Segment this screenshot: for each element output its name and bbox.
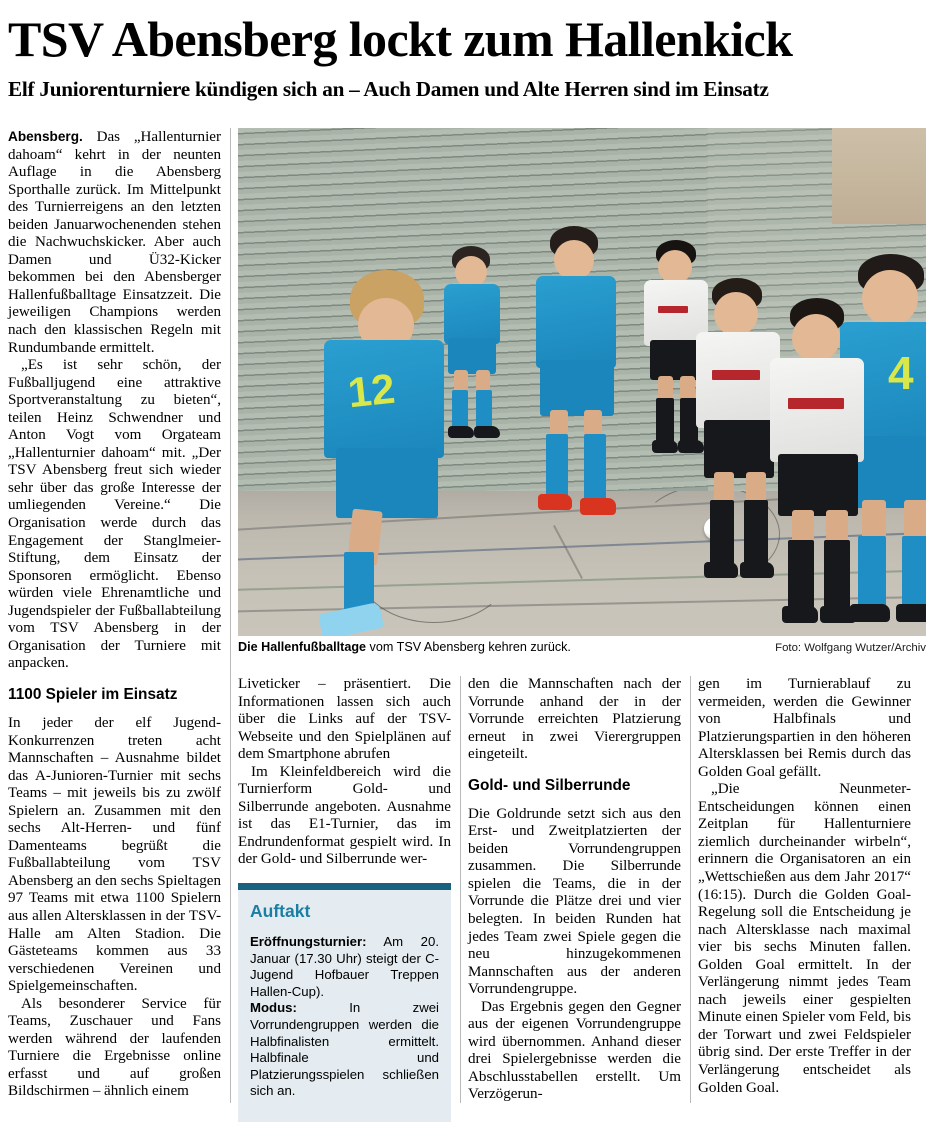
text-column-3	[468, 676, 681, 1104]
photo-player-blue-mid	[436, 246, 516, 446]
paragraph: In jeder der elf Jugend-Konkurrenzen treten acht Mannschaften – Ausnahme bildet das A-Junioren-Turnier mit sechs Teams – mit jeweils bis zu zwölf Spielern an. Zusammen mit den sechs Alt-Herren- und fünf Damenteams begrüßt die Fußballabteilung vom TSV Abensberg an den sechs Spieltagen 97 Teams mit etwa 1100 Spielern aus allen Altersklassen in der TSV-Halle am Alten Stadion. Die Gästeteams kommen aus 33 verschiedenen Vereinen und Spielgemeinschaften.	[8, 714, 221, 995]
info-box-text-2: In zwei Vorrundengruppen werden die Halbfinalisten ermittelt. Halbfinale und Platzierungsspielen schließen sich an.	[250, 1000, 439, 1099]
photo-scene	[238, 128, 926, 636]
info-box-paragraph-2	[250, 1000, 439, 1100]
text-column-1	[8, 128, 221, 1101]
paragraph: „Es ist sehr schön, der Fußballjugend eine attraktive Sportveranstaltung zu bieten“, teilen Heinz Schwendner und Anton Vogt vom Orgateam „Hallenturnier dahoam“ mit. „Der TSV Abensberg freut sich wieder sehr über das große Interesse der umliegenden Vereine.“ Die Organisation werde durch das Engagement der Stanglmeier-Stiftung, dem Einsatz der Sponsoren ermöglicht. Ebenso würden viele Ehrenamtliche und Jugendspieler der Fußballabteilung vom TSV Abensberg in der Organisation der Turniere mit anpacken.	[8, 357, 221, 672]
paragraph: Die Goldrunde setzt sich aus den Erst- und Zweitplatzierten der beiden Vorrundengruppen zusammen. Die Silberrunde spielen die Teams, die in der Vorrunde die Plätze drei und vier belegten. In beiden Runden hat jedes Team zwei Spiele gegen die neu hinzugekommenen Mannschaften aus der anderen Vorrundengruppe.	[468, 805, 681, 998]
paragraph: Als besonderer Service für Teams, Zuschauer und Fans werden während der laufenden Turniere die Ergebnisse online erfasst und auf großen Bildschirmen – ähnlich einem	[8, 995, 221, 1100]
info-box-accent-bar	[238, 883, 451, 890]
paragraph: Liveticker – präsentiert. Die Informationen lassen sich auch über die Links auf der TSV-Webseite und den Spielplänen auf dem Smartphone abrufen	[238, 676, 451, 763]
photo-player-white-right-b	[768, 298, 880, 636]
info-box-content	[238, 890, 451, 1122]
photo-caption-text	[238, 640, 571, 654]
info-box-heading: Auftakt	[250, 901, 311, 922]
subsection-heading-1100-spieler: 1100 Spieler im Einsatz	[8, 685, 178, 703]
info-box-label-eroeffnungsturnier: Eröffnungsturnier:	[250, 934, 367, 950]
paragraph: Das Ergebnis gegen den Gegner aus der eigenen Vorrundengruppe wird übernommen. Anhand dieser drei Spielergebnisse werden die Abschlusstabellen erstellt. Um Verzögerun-	[468, 998, 681, 1103]
page-headline: TSV Abensberg lockt zum Hallenkick	[8, 11, 793, 67]
photo-credit: Foto: Wolfgang Wutzer/Archiv	[775, 642, 926, 654]
paragraph: den die Mannschaften nach der Vorrunde anhand der in der Vorrunde erreichten Platzierung erneut in zwei Vierergruppen eingeteilt.	[468, 676, 681, 763]
column-rule-3	[690, 676, 691, 1103]
photo-jersey-number-4: 4	[888, 347, 914, 399]
subsection-heading-gold-silberrunde: Gold- und Silberrunde	[468, 776, 631, 794]
photo-jersey-number-12: 12	[345, 364, 397, 417]
page-subheadline: Elf Juniorenturniere kündigen sich an – Auch Damen und Alte Herren sind im Einsatz	[8, 77, 769, 101]
column-rule-2	[460, 676, 461, 1103]
info-box-text-1: Am 20. Januar (17.30 Uhr) steigt der C-Jugend Hofbauer Treppen Hallen-Cup).	[250, 934, 439, 999]
dateline: Abensberg.	[8, 129, 83, 144]
column-rule-1	[230, 128, 231, 1103]
paragraph: gen im Turnierablauf zu vermeiden, werden die Gewinner von Halbfinals und Platzierungspartien in den höheren Altersklassen bei Remis durch das Golden Goal gefällt.	[698, 676, 911, 780]
photo-caption-rest: vom TSV Abensberg kehren zurück.	[366, 640, 571, 654]
info-box-paragraph-1	[250, 934, 439, 1000]
photo-caption	[238, 640, 926, 654]
paragraph: Im Kleinfeldbereich wird die Turnierform Gold- und Silberrunde angeboten. Ausnahme ist das E1-Turnier, das im Endrundenformat gespielt wird. In der Gold- und Silberrunde wer-	[238, 763, 451, 868]
photo-caption-lead: Die Hallenfußballtage	[238, 640, 367, 654]
paragraph	[8, 128, 221, 357]
paragraph: „Die Neunmeter-Entscheidungen können einen Zeitplan für Hallenturniere ziemlich durcheinander wirbeln“, erinnern die Organisatoren an ein „Wettschießen aus dem Jahr 2017“ (16:15). Durch die Golden Goal-Regelung soll die Entscheidung je nach Altersklasse nach maximal vier bis sechs Minuten fallen. Golden Goal ermittelt. In der Verlängerung nimmt jedes Team nach jeweils einer gespielten Minute einen Spieler vom Feld, bis der Torwart und zwei Feldspieler übrig sind. Der erste Treffer in der Verlängerung entscheidet als Golden Goal.	[698, 781, 911, 1096]
text-column-2	[238, 676, 451, 1122]
article-photo	[238, 128, 926, 636]
info-box-label-modus: Modus:	[250, 1000, 297, 1016]
photo-wall-panel	[832, 128, 926, 224]
info-box-auftakt	[238, 883, 451, 1122]
paragraph-text: Das „Hallenturnier dahoam“ kehrt in der neunten Auflage in die Abensberg Sporthalle zurück. Im Mittelpunkt des Turnierreigens an den letzten beiden Januarwochenenden stehen die Nachwuchskicker. Aber auch Damen und Ü32-Kicker bekommen bei den Abensberger Hallenfußballtage Einsatzzeit. Die jeweiligen Champions werden nach den klassischen Regeln mit Rundumbande ermittelt.	[8, 129, 221, 356]
photo-player-blue-center	[528, 226, 638, 544]
text-column-4	[698, 676, 911, 1097]
